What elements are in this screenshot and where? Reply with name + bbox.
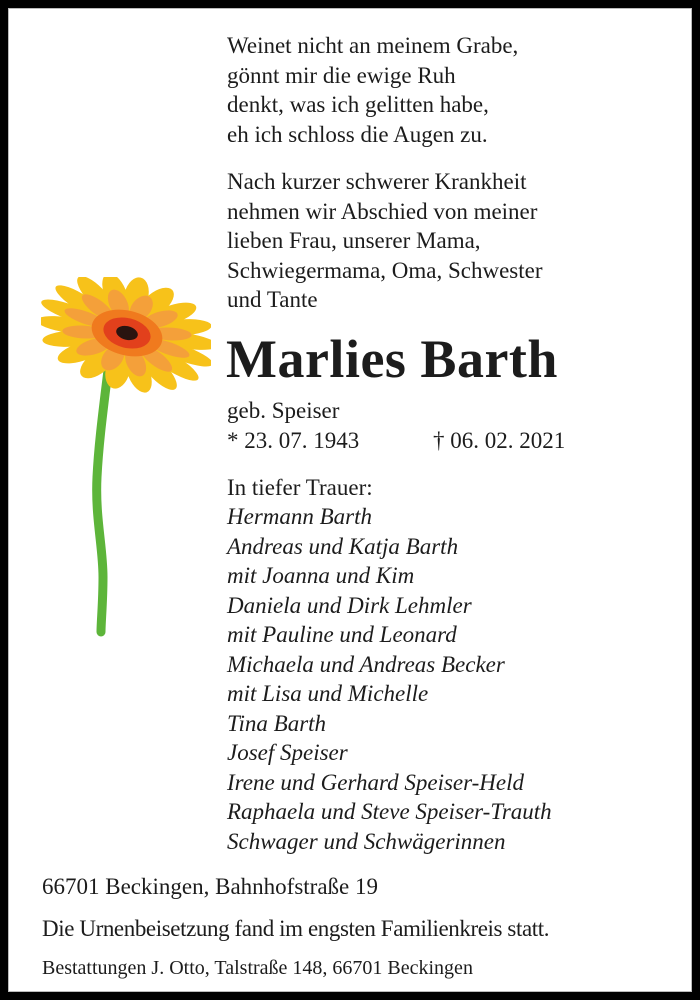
mourner: Hermann Barth [227,504,373,529]
mourner: Daniela und Dirk Lehmler [227,592,472,618]
mourner: Tina Barth [227,710,327,736]
family-address: 66701 Beckingen, Bahnhofstraße 19 [42,874,378,899]
mourners-heading: In tiefer Trauer: [227,475,373,500]
birth-name: geb. Speiser [227,398,340,423]
poem [227,31,687,149]
poem-line: gönnt mir die ewige Ruh [227,62,456,88]
intro-line: lieben Frau, unserer Mama, [227,228,481,253]
birth-date: * 23. 07. 1943 [227,428,360,453]
mourner: mit Lisa und Michelle [227,681,429,706]
intro-line: und Tante [227,287,318,312]
deceased-name: Marlies Barth [226,329,558,389]
mourner: Schwager und Schwägerinnen [227,828,506,854]
intro-text [227,167,687,315]
gerbera-flower-icon [41,277,211,637]
mourners-list [227,502,552,856]
mourner: Raphaela und Steve Speiser-Trauth [227,799,552,824]
burial-notice: Die Urnenbeisetzung fand im engsten Familienkreis statt. [42,916,550,941]
undertaker-info: Bestattungen J. Otto, Talstraße 148, 66701 Beckingen [42,957,473,979]
life-dates [227,427,667,455]
poem-line: denkt, was ich gelitten habe, [227,92,489,117]
mourner: Michaela und Andreas Becker [227,651,505,677]
intro-line: Nach kurzer schwerer Krankheit [227,169,527,194]
mourner: mit Joanna und Kim [227,563,415,588]
obituary-card [8,8,692,992]
poem-line: eh ich schloss die Augen zu. [227,121,488,147]
mourner: Irene und Gerhard Speiser-Held [227,769,524,795]
intro-line: nehmen wir Abschied von meiner [227,198,538,224]
mourner: Josef Speiser [227,740,348,765]
intro-line: Schwiegermama, Oma, Schwester [227,257,543,283]
death-date: † 06. 02. 2021 [433,428,566,453]
mourner: mit Pauline und Leonard [227,622,457,647]
mourner: Andreas und Katja Barth [227,533,459,559]
poem-line: Weinet nicht an meinem Grabe, [227,33,519,58]
